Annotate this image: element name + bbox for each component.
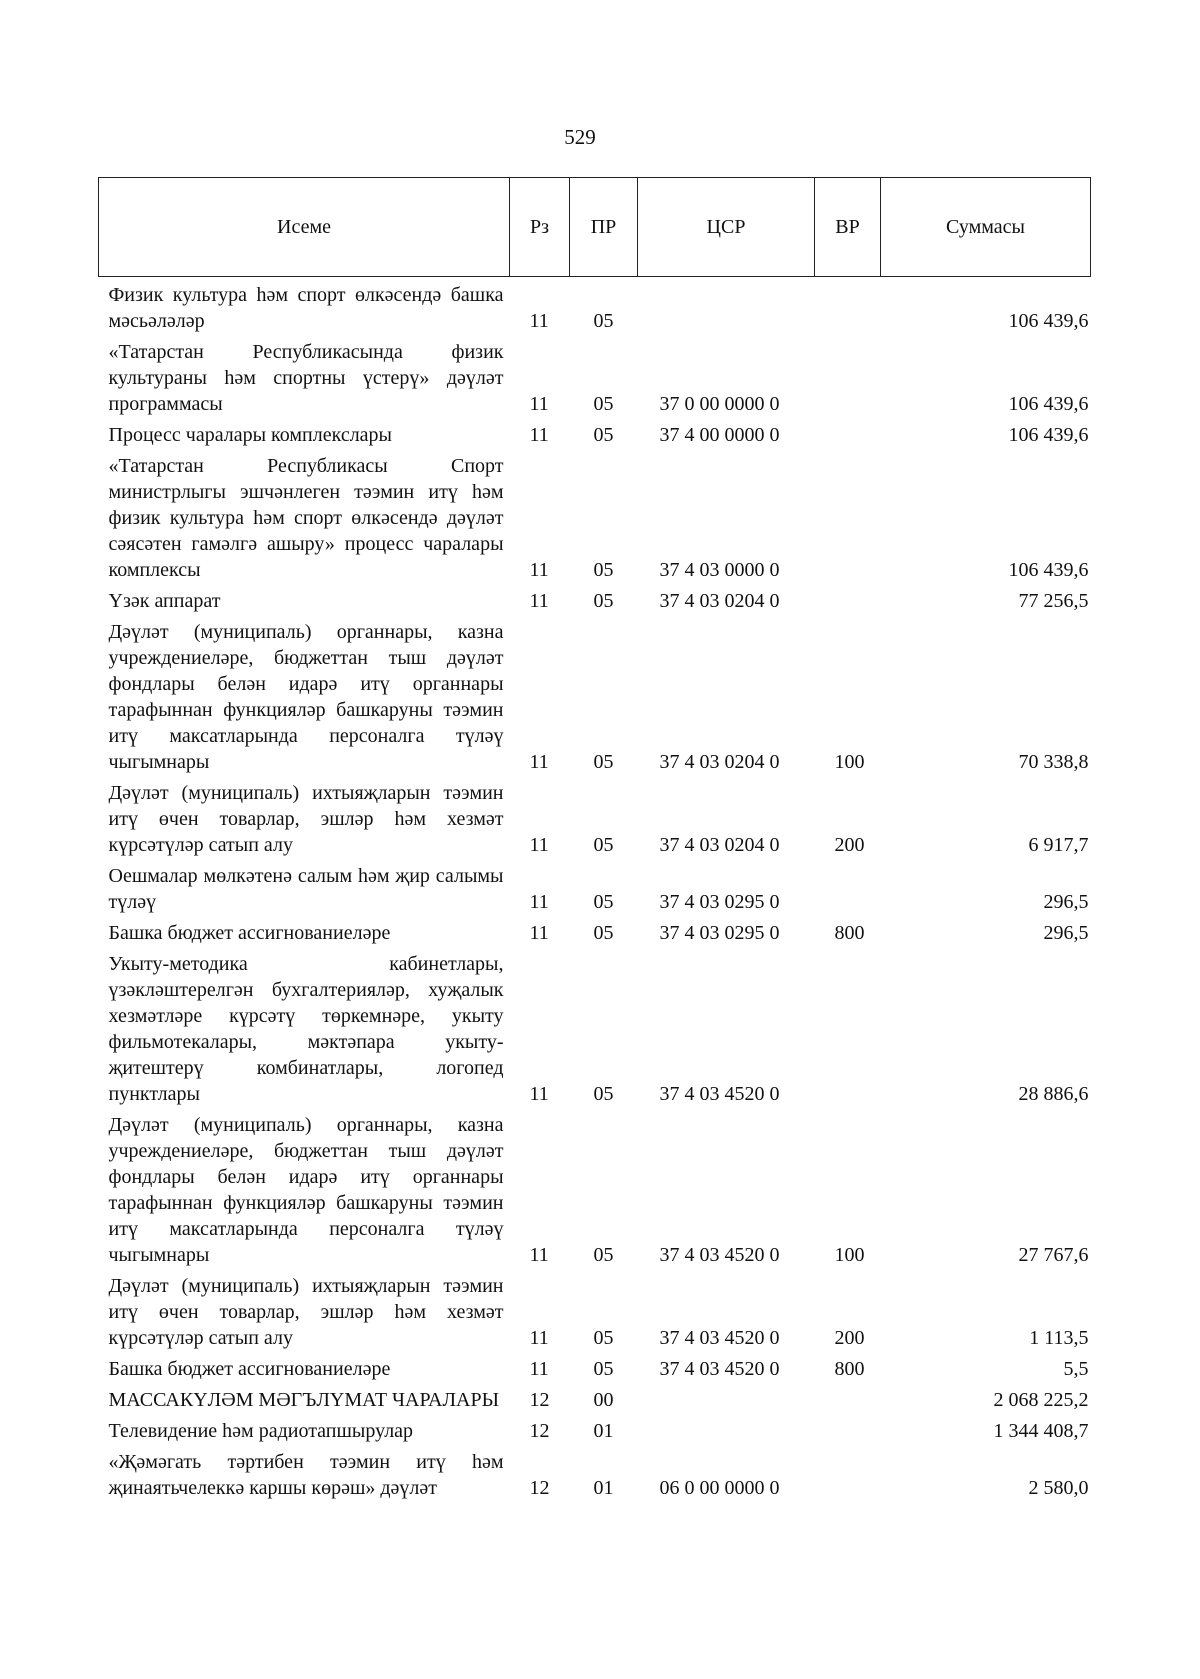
table-row <box>99 1107 1091 1268</box>
cell-rz: 12 <box>529 1389 550 1411</box>
cell-pr: 05 <box>593 590 614 612</box>
cell-sum: 106 439,6 <box>1008 310 1089 332</box>
cell-csr: 37 4 03 0204 0 <box>659 834 780 856</box>
cell-csr: 37 4 03 0204 0 <box>659 751 780 773</box>
cell-vr <box>815 417 881 448</box>
cell-vr: 100 <box>834 751 865 773</box>
cell-vr: 100 <box>834 1244 865 1266</box>
cell-vr <box>815 583 881 614</box>
cell-pr: 05 <box>593 393 614 415</box>
cell-csr: 37 4 03 4520 0 <box>659 1327 780 1349</box>
cell-vr: 200 <box>834 1327 865 1349</box>
cell-rz: 11 <box>529 310 549 332</box>
header-sum: Суммасы <box>881 178 1091 277</box>
table-row <box>99 946 1091 1107</box>
header-rz: Рз <box>510 178 570 277</box>
cell-rz: 12 <box>529 1420 550 1442</box>
cell-vr: 800 <box>834 1358 865 1380</box>
cell-rz: 11 <box>529 424 549 446</box>
table-row <box>99 277 1091 335</box>
table-row <box>99 915 1091 946</box>
cell-pr: 05 <box>593 751 614 773</box>
cell-rz: 12 <box>529 1477 550 1499</box>
table-row <box>99 583 1091 614</box>
cell-sum: 2 068 225,2 <box>993 1389 1089 1411</box>
cell-rz: 11 <box>529 1083 549 1105</box>
cell-pr: 01 <box>593 1477 614 1499</box>
cell-pr: 05 <box>593 1083 614 1105</box>
cell-pr: 05 <box>593 922 614 944</box>
cell-csr: 37 4 00 0000 0 <box>659 424 780 446</box>
cell-name: «Татарстан Республикасы Спорт министрлыгы эшчәнлеген тәэмин итү һәм физик культура һәм спорт өлкәсендә дәүләт сәясәтен гамәлгә ашыру» процесс чаралары комплексы <box>108 455 504 581</box>
cell-csr: 37 4 03 0000 0 <box>659 559 780 581</box>
table-row <box>99 1268 1091 1351</box>
cell-sum: 27 767,6 <box>1018 1244 1089 1266</box>
cell-name: Процесс чаралары комплекслары <box>108 424 392 446</box>
table-row <box>99 858 1091 915</box>
cell-vr <box>815 858 881 915</box>
table-body <box>99 277 1091 1502</box>
cell-sum: 1 344 408,7 <box>993 1420 1089 1442</box>
cell-sum: 296,5 <box>1043 922 1089 944</box>
cell-sum: 296,5 <box>1043 891 1089 913</box>
cell-csr: 37 4 03 0204 0 <box>659 590 780 612</box>
cell-pr: 05 <box>593 310 614 332</box>
table-row <box>99 448 1091 583</box>
table-row <box>99 614 1091 775</box>
table-row <box>99 1351 1091 1382</box>
cell-sum: 6 917,7 <box>1028 834 1089 856</box>
cell-name: Дәүләт (муниципаль) ихтыяҗларын тәэмин итү өчен товарлар, эшләр һәм хезмәт күрсәтүләр сатып алу <box>108 782 504 856</box>
cell-pr: 05 <box>593 1358 614 1380</box>
cell-pr: 01 <box>593 1420 614 1442</box>
table-row <box>99 775 1091 858</box>
cell-csr: 37 0 00 0000 0 <box>659 393 780 415</box>
cell-name: Үзәк аппарат <box>108 590 221 612</box>
cell-rz: 11 <box>529 891 549 913</box>
cell-pr: 05 <box>593 559 614 581</box>
cell-sum: 1 113,5 <box>1029 1327 1089 1349</box>
cell-name: Дәүләт (муниципаль) органнары, казна учреждениеләре, бюджеттан тыш дәүләт фондлары белән идарә итү органнары тарафыннан функцияләр башкаруны тәэмин итү максатларында персоналга түләү чыгымнары <box>108 1114 504 1266</box>
cell-rz: 11 <box>529 1358 549 1380</box>
table-row <box>99 1382 1091 1413</box>
cell-csr <box>638 277 815 335</box>
cell-pr: 05 <box>593 424 614 446</box>
cell-name: Телевидение һәм радиотапшырулар <box>108 1420 414 1442</box>
cell-pr: 00 <box>593 1389 614 1411</box>
table-row <box>99 1413 1091 1444</box>
cell-csr: 06 0 00 0000 0 <box>659 1477 780 1499</box>
cell-vr: 800 <box>834 922 865 944</box>
cell-name: Дәүләт (муниципаль) органнары, казна учреждениеләре, бюджеттан тыш дәүләт фондлары белән идарә итү органнары тарафыннан функцияләр башкаруны тәэмин итү максатларында персоналга түләү чыгымнары <box>108 621 504 773</box>
cell-rz: 11 <box>529 751 549 773</box>
cell-sum: 106 439,6 <box>1008 559 1089 581</box>
header-pr: ПР <box>570 178 638 277</box>
cell-sum: 70 338,8 <box>1018 751 1089 773</box>
cell-csr <box>638 1382 815 1413</box>
table-header-row <box>99 178 1091 277</box>
table-row <box>99 334 1091 417</box>
cell-rz: 11 <box>529 393 549 415</box>
cell-rz: 11 <box>529 559 549 581</box>
cell-csr <box>638 1413 815 1444</box>
cell-rz: 11 <box>529 834 549 856</box>
table-row <box>99 1444 1091 1501</box>
cell-csr: 37 4 03 4520 0 <box>659 1358 780 1380</box>
cell-vr <box>815 1413 881 1444</box>
cell-sum: 5,5 <box>1063 1358 1089 1380</box>
cell-csr: 37 4 03 0295 0 <box>659 922 780 944</box>
cell-name: Башка бюджет ассигнованиеләре <box>108 1358 391 1380</box>
cell-csr: 37 4 03 4520 0 <box>659 1244 780 1266</box>
cell-pr: 05 <box>593 1244 614 1266</box>
header-csr: ЦСР <box>638 178 815 277</box>
cell-sum: 77 256,5 <box>1018 590 1089 612</box>
cell-rz: 11 <box>529 1327 549 1349</box>
header-name: Исеме <box>99 178 510 277</box>
cell-sum: 2 580,0 <box>1028 1477 1089 1499</box>
header-vr: ВР <box>815 178 881 277</box>
cell-name: Оешмалар мөлкәтенә салым һәм җир салымы түләү <box>108 865 504 913</box>
cell-rz: 11 <box>529 922 549 944</box>
cell-name: Башка бюджет ассигнованиеләре <box>108 922 391 944</box>
cell-vr <box>815 946 881 1107</box>
cell-csr: 37 4 03 0295 0 <box>659 891 780 913</box>
table-row <box>99 417 1091 448</box>
cell-vr <box>815 448 881 583</box>
cell-sum: 28 886,6 <box>1018 1083 1089 1105</box>
cell-pr: 05 <box>593 834 614 856</box>
cell-name: «Җәмәгать тәртибен тәэмин итү һәм җинаятьчелеккә каршы көрәш» дәүләт <box>108 1451 504 1499</box>
cell-name: Укыту-методика кабинетлары, үзәкләштерелгән бухгалтерияләр, хуҗалык хезмәтләре күрсәтү төркемнәре, укыту фильмотекалары, мәктәпара укыту-җитештерү комбинатлары, логопед пунктлары <box>108 953 504 1105</box>
cell-name: Дәүләт (муниципаль) ихтыяҗларын тәэмин итү өчен товарлар, эшләр һәм хезмәт күрсәтүләр сатып алу <box>108 1275 504 1349</box>
cell-name: «Татарстан Республикасында физик культураны һәм спортны үстерү» дәүләт программасы <box>108 341 504 415</box>
budget-table <box>98 177 1091 1501</box>
page-number: 529 <box>564 125 596 149</box>
cell-vr <box>815 1382 881 1413</box>
cell-pr: 05 <box>593 1327 614 1349</box>
cell-rz: 11 <box>529 590 549 612</box>
cell-sum: 106 439,6 <box>1008 424 1089 446</box>
cell-name: Физик культура һәм спорт өлкәсендә башка мәсьәләләр <box>108 284 504 332</box>
cell-name: МАССАКҮЛӘМ МӘГЪЛҮМАТ ЧАРАЛАРЫ <box>108 1389 500 1411</box>
cell-vr <box>815 1444 881 1501</box>
cell-pr: 05 <box>593 891 614 913</box>
cell-vr <box>815 277 881 335</box>
cell-rz: 11 <box>529 1244 549 1266</box>
cell-vr: 200 <box>834 834 865 856</box>
cell-vr <box>815 334 881 417</box>
cell-sum: 106 439,6 <box>1008 393 1089 415</box>
cell-csr: 37 4 03 4520 0 <box>659 1083 780 1105</box>
